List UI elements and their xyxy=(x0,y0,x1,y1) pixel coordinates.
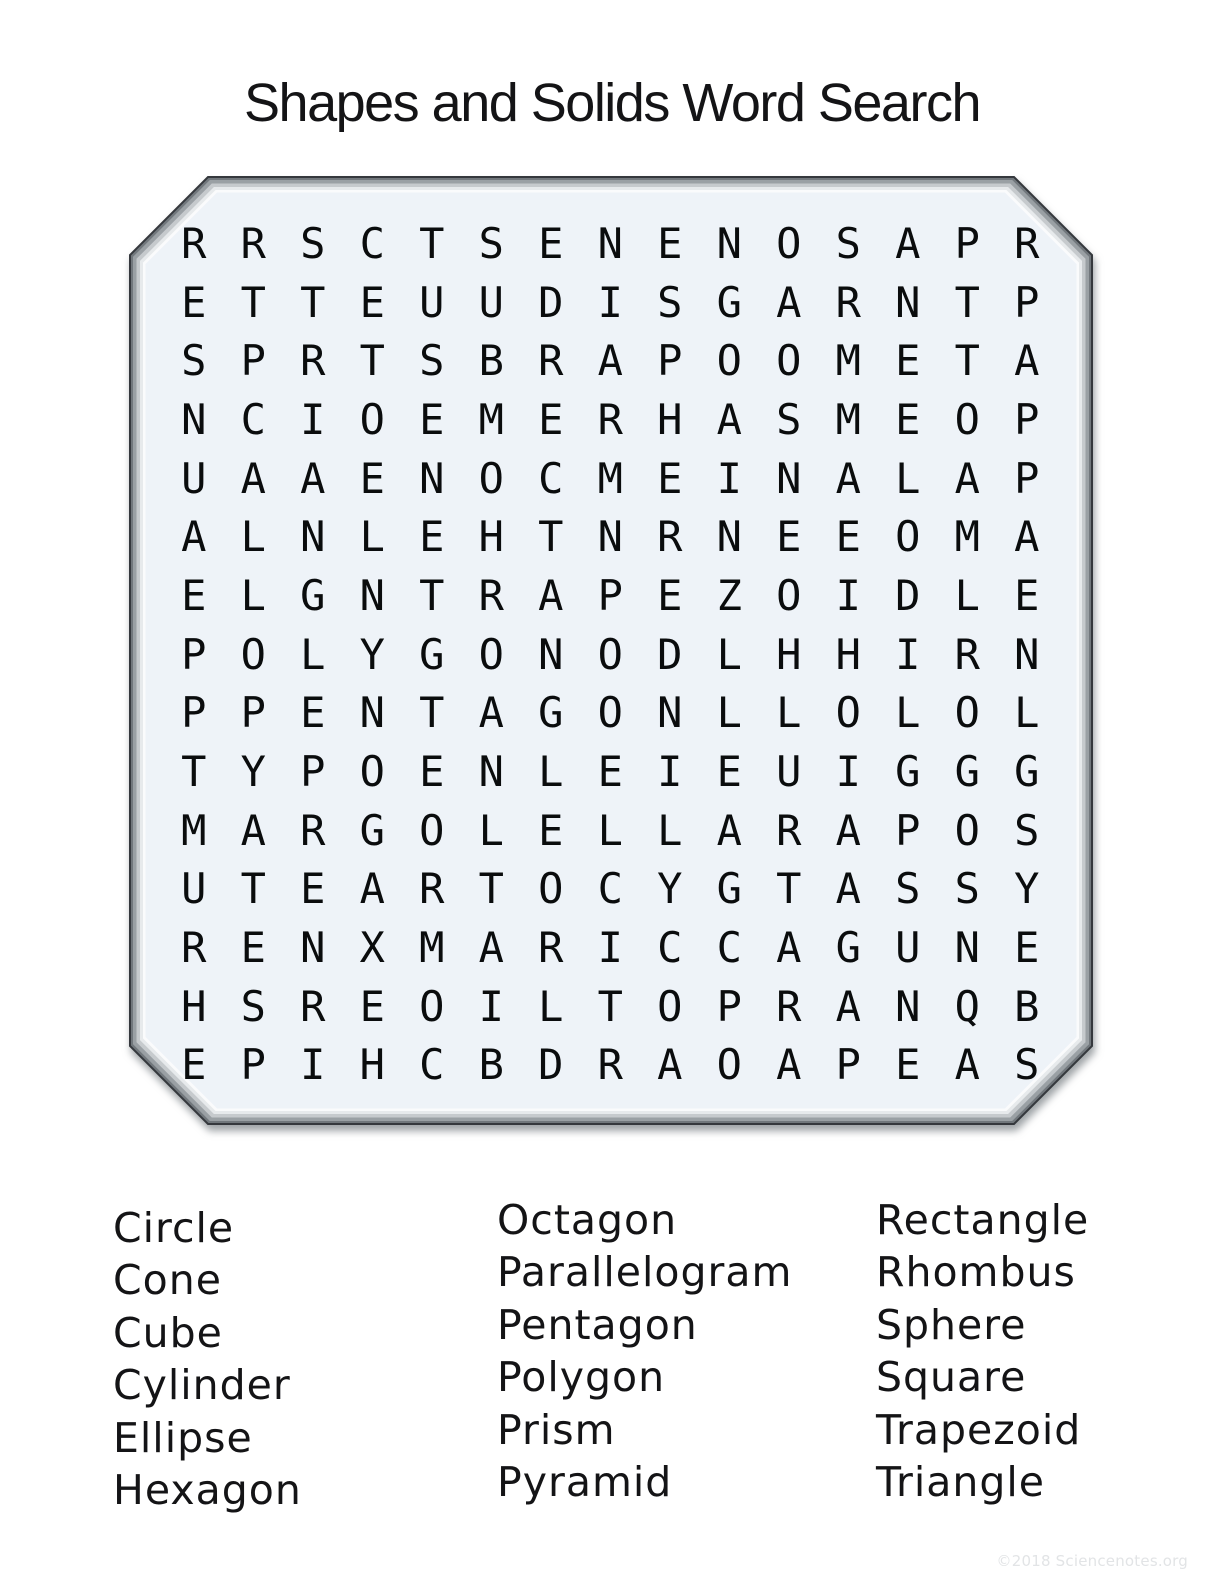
grid-letter-r9c5: T xyxy=(419,688,445,738)
grid-letter-r4c15: P xyxy=(1014,394,1040,444)
grid-letter-r4c3: I xyxy=(300,394,326,444)
grid-letter-r1c5: T xyxy=(419,218,445,268)
word-list-item: Ellipse xyxy=(113,1413,253,1462)
grid-letter-r6c6: H xyxy=(478,512,504,562)
grid-letter-r13c13: U xyxy=(895,923,921,973)
word-list-item: Sphere xyxy=(876,1300,1027,1349)
grid-letter-r5c15: P xyxy=(1014,453,1040,503)
grid-letter-r11c2: A xyxy=(240,805,266,855)
grid-letter-r8c11: H xyxy=(776,629,802,679)
grid-letter-r14c13: N xyxy=(895,981,921,1031)
grid-letter-r7c6: R xyxy=(478,570,504,620)
word-list-item: Trapezoid xyxy=(876,1405,1082,1454)
grid-letter-r12c8: C xyxy=(597,864,623,914)
grid-letter-r2c15: P xyxy=(1014,277,1040,327)
grid-letter-r1c6: S xyxy=(478,218,504,268)
grid-letter-r10c13: G xyxy=(895,747,921,797)
grid-letter-r8c7: N xyxy=(538,629,564,679)
grid-letter-r13c2: E xyxy=(240,923,266,973)
grid-letter-r15c9: A xyxy=(657,1040,683,1090)
grid-letter-r7c8: P xyxy=(597,570,623,620)
grid-letter-r13c10: C xyxy=(716,923,742,973)
grid-letter-r2c12: R xyxy=(835,277,861,327)
grid-letter-r10c11: U xyxy=(776,747,802,797)
grid-letter-r15c15: S xyxy=(1014,1040,1040,1090)
grid-letter-r13c6: A xyxy=(478,923,504,973)
grid-letter-r1c10: N xyxy=(716,218,742,268)
word-list-item: Cone xyxy=(113,1256,222,1305)
grid-letter-r5c2: A xyxy=(240,453,266,503)
grid-letter-r15c10: O xyxy=(716,1040,742,1090)
grid-letter-r9c8: O xyxy=(597,688,623,738)
word-list-item: Rhombus xyxy=(876,1248,1076,1297)
grid-letter-r12c6: T xyxy=(478,864,504,914)
grid-letter-r3c7: R xyxy=(538,336,564,386)
grid-letter-r5c14: A xyxy=(954,453,980,503)
grid-letter-r13c1: R xyxy=(181,923,207,973)
grid-letter-r6c4: L xyxy=(359,512,385,562)
grid-letter-r8c15: N xyxy=(1014,629,1040,679)
grid-letter-r11c3: R xyxy=(300,805,326,855)
grid-letter-r2c2: T xyxy=(240,277,266,327)
grid-letter-r8c2: O xyxy=(240,629,266,679)
grid-letter-r9c14: O xyxy=(954,688,980,738)
grid-letter-r1c9: E xyxy=(657,218,683,268)
grid-letter-r5c1: U xyxy=(181,453,207,503)
grid-letter-r8c12: H xyxy=(835,629,861,679)
word-list-item: Polygon xyxy=(497,1353,666,1402)
grid-letter-r10c7: L xyxy=(538,747,564,797)
grid-letter-r5c4: E xyxy=(359,453,385,503)
grid-letter-r14c9: O xyxy=(657,981,683,1031)
grid-letter-r2c9: S xyxy=(657,277,683,327)
grid-letter-r3c12: M xyxy=(835,336,861,386)
grid-letter-r11c6: L xyxy=(478,805,504,855)
grid-letter-r13c12: G xyxy=(835,923,861,973)
grid-letter-r3c13: E xyxy=(895,336,921,386)
grid-letter-r15c7: D xyxy=(538,1040,564,1090)
grid-letter-r9c12: O xyxy=(835,688,861,738)
grid-letter-r14c5: O xyxy=(419,981,445,1031)
grid-letter-r6c13: O xyxy=(895,512,921,562)
grid-letter-r7c10: Z xyxy=(716,570,742,620)
grid-letter-r15c11: A xyxy=(776,1040,802,1090)
grid-letter-r4c14: O xyxy=(954,394,980,444)
grid-letter-r6c1: A xyxy=(181,512,207,562)
grid-letter-r10c9: I xyxy=(657,747,683,797)
grid-letter-r9c2: P xyxy=(240,688,266,738)
grid-letter-r14c14: Q xyxy=(954,981,980,1031)
grid-letter-r15c14: A xyxy=(954,1040,980,1090)
grid-letter-r6c12: E xyxy=(835,512,861,562)
grid-letter-r6c14: M xyxy=(954,512,980,562)
grid-letter-r3c6: B xyxy=(478,336,504,386)
grid-letter-r10c10: E xyxy=(716,747,742,797)
word-list-item: Octagon xyxy=(497,1196,678,1244)
grid-letter-r8c8: O xyxy=(597,629,623,679)
grid-letter-r1c4: C xyxy=(359,218,385,268)
grid-letter-r8c4: Y xyxy=(359,629,385,679)
grid-letter-r15c8: R xyxy=(597,1040,623,1090)
grid-letter-r10c15: G xyxy=(1014,747,1040,797)
grid-letter-r14c10: P xyxy=(716,981,742,1031)
grid-letter-r6c5: E xyxy=(419,512,445,562)
grid-letter-r9c9: N xyxy=(657,688,683,738)
grid-letter-r1c12: S xyxy=(835,218,861,268)
grid-letter-r7c15: E xyxy=(1014,570,1040,620)
grid-letter-r8c5: G xyxy=(419,629,445,679)
grid-letter-r10c2: Y xyxy=(240,747,266,797)
grid-letter-r8c3: L xyxy=(300,629,326,679)
grid-letter-r5c13: L xyxy=(895,453,921,503)
grid-letter-r6c8: N xyxy=(597,512,623,562)
grid-letter-r9c10: L xyxy=(716,688,742,738)
grid-letter-r14c2: S xyxy=(240,981,266,1031)
grid-letter-r6c10: N xyxy=(716,512,742,562)
grid-letter-r4c5: E xyxy=(419,394,445,444)
grid-letter-r11c12: A xyxy=(835,805,861,855)
grid-letter-r4c9: H xyxy=(657,394,683,444)
grid-letter-r14c1: H xyxy=(181,981,207,1031)
grid-letter-r3c14: T xyxy=(954,336,980,386)
grid-letter-r11c15: S xyxy=(1014,805,1040,855)
word-list-column-1 xyxy=(113,1202,302,1516)
grid-letter-r12c11: T xyxy=(776,864,802,914)
grid-letter-r7c11: O xyxy=(776,570,802,620)
grid-letter-r8c1: P xyxy=(181,629,207,679)
grid-letter-r3c8: A xyxy=(597,336,623,386)
word-list-item: Circle xyxy=(113,1204,235,1252)
grid-letter-r15c2: P xyxy=(240,1040,266,1090)
grid-letter-r15c6: B xyxy=(478,1040,504,1090)
grid-letter-r7c7: A xyxy=(538,570,564,620)
grid-letter-r13c7: R xyxy=(538,923,564,973)
word-list-column-3 xyxy=(876,1194,1089,1508)
grid-letter-r11c11: R xyxy=(776,805,802,855)
grid-letter-r15c12: P xyxy=(835,1040,861,1090)
grid-letter-r4c13: E xyxy=(895,394,921,444)
word-list-item: Rectangle xyxy=(876,1196,1090,1244)
grid-letter-r10c5: E xyxy=(419,747,445,797)
grid-letter-r11c5: O xyxy=(419,805,445,855)
grid-letter-r8c6: O xyxy=(478,629,504,679)
grid-letter-r10c6: N xyxy=(478,747,504,797)
grid-letter-r14c4: E xyxy=(359,981,385,1031)
grid-letter-r9c3: E xyxy=(300,688,326,738)
word-list-item: Pyramid xyxy=(497,1458,673,1507)
grid-letter-r2c3: T xyxy=(300,277,326,327)
grid-letter-r14c11: R xyxy=(776,981,802,1031)
grid-letter-r3c10: O xyxy=(716,336,742,386)
grid-letter-r14c12: A xyxy=(835,981,861,1031)
grid-letter-r8c9: D xyxy=(657,629,683,679)
grid-letter-r14c8: T xyxy=(597,981,623,1031)
grid-letter-r1c2: R xyxy=(240,218,266,268)
word-search-grid xyxy=(164,214,1057,1094)
grid-letter-r9c7: G xyxy=(538,688,564,738)
grid-letter-r2c1: E xyxy=(181,277,207,327)
grid-letter-r5c6: O xyxy=(478,453,504,503)
grid-letter-r4c1: N xyxy=(181,394,207,444)
grid-letter-r13c11: A xyxy=(776,923,802,973)
grid-letter-r3c1: S xyxy=(181,336,207,386)
grid-letter-r10c4: O xyxy=(359,747,385,797)
grid-letter-r3c2: P xyxy=(240,336,266,386)
grid-letter-r2c6: U xyxy=(478,277,504,327)
grid-letter-r5c12: A xyxy=(835,453,861,503)
grid-letter-r2c5: U xyxy=(419,277,445,327)
word-list-item: Cylinder xyxy=(113,1361,291,1410)
word-list-item: Hexagon xyxy=(113,1466,302,1515)
grid-letter-r4c10: A xyxy=(716,394,742,444)
grid-letter-r4c12: M xyxy=(835,394,861,444)
grid-letter-r10c3: P xyxy=(300,747,326,797)
grid-letter-r10c14: G xyxy=(954,747,980,797)
grid-letter-r11c10: A xyxy=(716,805,742,855)
grid-letter-r7c2: L xyxy=(240,570,266,620)
grid-letter-r7c4: N xyxy=(359,570,385,620)
grid-letter-r1c15: R xyxy=(1014,218,1040,268)
grid-letter-r7c13: D xyxy=(895,570,921,620)
grid-letter-r1c14: P xyxy=(954,218,980,268)
grid-letter-r11c1: M xyxy=(181,805,207,855)
grid-letter-r8c10: L xyxy=(716,629,742,679)
grid-letter-r6c11: E xyxy=(776,512,802,562)
grid-letter-r9c11: L xyxy=(776,688,802,738)
grid-letter-r12c4: A xyxy=(359,864,385,914)
grid-letter-r5c9: E xyxy=(657,453,683,503)
word-list-column-2 xyxy=(497,1194,792,1508)
grid-letter-r1c11: O xyxy=(776,218,802,268)
grid-letter-r1c7: E xyxy=(538,218,564,268)
grid-letter-r12c2: T xyxy=(240,864,266,914)
grid-letter-r6c9: R xyxy=(657,512,683,562)
grid-letter-r5c10: I xyxy=(716,453,742,503)
word-list-item: Parallelogram xyxy=(497,1248,793,1297)
grid-letter-r8c13: I xyxy=(895,629,921,679)
grid-letter-r2c8: I xyxy=(597,277,623,327)
grid-letter-r3c15: A xyxy=(1014,336,1040,386)
grid-letter-r11c14: O xyxy=(954,805,980,855)
word-list-item: Square xyxy=(876,1353,1027,1402)
grid-letter-r9c6: A xyxy=(478,688,504,738)
grid-letter-r13c14: N xyxy=(954,923,980,973)
grid-letter-r6c15: A xyxy=(1014,512,1040,562)
grid-letter-r3c5: S xyxy=(419,336,445,386)
grid-letter-r15c3: I xyxy=(300,1040,326,1090)
watermark-text: ©2018 Sciencenotes.org xyxy=(996,1552,1188,1570)
grid-letter-r3c4: T xyxy=(359,336,385,386)
grid-letter-r4c4: O xyxy=(359,394,385,444)
grid-letter-r12c12: A xyxy=(835,864,861,914)
grid-letter-r3c11: O xyxy=(776,336,802,386)
grid-letter-r9c4: N xyxy=(359,688,385,738)
grid-letter-r6c3: N xyxy=(300,512,326,562)
grid-letter-r1c1: R xyxy=(181,218,207,268)
grid-letter-r15c13: E xyxy=(895,1040,921,1090)
grid-letter-r12c15: Y xyxy=(1014,864,1040,914)
grid-letter-r3c9: P xyxy=(657,336,683,386)
grid-letter-r9c1: P xyxy=(181,688,207,738)
grid-letter-r11c4: G xyxy=(359,805,385,855)
grid-letter-r2c10: G xyxy=(716,277,742,327)
grid-letter-r7c5: T xyxy=(419,570,445,620)
grid-letter-r4c8: R xyxy=(597,394,623,444)
grid-letter-r4c6: M xyxy=(478,394,504,444)
grid-letter-r11c7: E xyxy=(538,805,564,855)
grid-letter-r1c8: N xyxy=(597,218,623,268)
grid-letter-r10c8: E xyxy=(597,747,623,797)
grid-letter-r12c13: S xyxy=(895,864,921,914)
word-list-item: Pentagon xyxy=(497,1300,698,1349)
grid-letter-r7c3: G xyxy=(300,570,326,620)
grid-letter-r2c7: D xyxy=(538,277,564,327)
grid-letter-r12c14: S xyxy=(954,864,980,914)
grid-letter-r5c11: N xyxy=(776,453,802,503)
grid-letter-r1c3: S xyxy=(300,218,326,268)
grid-letter-r10c12: I xyxy=(835,747,861,797)
grid-letter-r4c7: E xyxy=(538,394,564,444)
grid-letter-r11c9: L xyxy=(657,805,683,855)
grid-letter-r7c9: E xyxy=(657,570,683,620)
grid-letter-r1c13: A xyxy=(895,218,921,268)
grid-letter-r10c1: T xyxy=(181,747,207,797)
grid-letter-r4c2: C xyxy=(240,394,266,444)
grid-letter-r12c9: Y xyxy=(657,864,683,914)
grid-letter-r11c8: L xyxy=(597,805,623,855)
word-list-item: Triangle xyxy=(876,1458,1046,1507)
grid-letter-r6c2: L xyxy=(240,512,266,562)
grid-letter-r7c12: I xyxy=(835,570,861,620)
grid-letter-r5c8: M xyxy=(597,453,623,503)
grid-letter-r13c8: I xyxy=(597,923,623,973)
grid-letter-r15c5: C xyxy=(419,1040,445,1090)
grid-letter-r15c4: H xyxy=(359,1040,385,1090)
grid-letter-r4c11: S xyxy=(776,394,802,444)
grid-letter-r12c5: R xyxy=(419,864,445,914)
page-title: Shapes and Solids Word Search xyxy=(244,73,980,133)
word-list-item: Cube xyxy=(113,1308,223,1357)
grid-letter-r13c4: X xyxy=(359,923,385,973)
grid-letter-r7c1: E xyxy=(181,570,207,620)
grid-letter-r2c11: A xyxy=(776,277,802,327)
grid-letter-r2c14: T xyxy=(954,277,980,327)
grid-letter-r12c1: U xyxy=(181,864,207,914)
grid-letter-r14c15: B xyxy=(1014,981,1040,1031)
grid-letter-r12c3: E xyxy=(300,864,326,914)
grid-letter-r5c7: C xyxy=(538,453,564,503)
grid-letter-r14c7: L xyxy=(538,981,564,1031)
grid-letter-r8c14: R xyxy=(954,629,980,679)
grid-letter-r11c13: P xyxy=(895,805,921,855)
grid-letter-r9c15: L xyxy=(1014,688,1040,738)
grid-letter-r13c9: C xyxy=(657,923,683,973)
grid-letter-r14c6: I xyxy=(478,981,504,1031)
grid-letter-r5c3: A xyxy=(300,453,326,503)
grid-letter-r12c7: O xyxy=(538,864,564,914)
grid-letter-r3c3: R xyxy=(300,336,326,386)
grid-letter-r2c4: E xyxy=(359,277,385,327)
grid-letter-r6c7: T xyxy=(538,512,564,562)
grid-letter-r9c13: L xyxy=(895,688,921,738)
grid-letter-r7c14: L xyxy=(954,570,980,620)
grid-letter-r13c5: M xyxy=(419,923,445,973)
grid-letter-r13c3: N xyxy=(300,923,326,973)
word-list-item: Prism xyxy=(497,1405,616,1454)
grid-letter-r15c1: E xyxy=(181,1040,207,1090)
grid-letter-r14c3: R xyxy=(300,981,326,1031)
grid-letter-r5c5: N xyxy=(419,453,445,503)
grid-letter-r2c13: N xyxy=(895,277,921,327)
grid-letter-r12c10: G xyxy=(716,864,742,914)
grid-letter-r13c15: E xyxy=(1014,923,1040,973)
